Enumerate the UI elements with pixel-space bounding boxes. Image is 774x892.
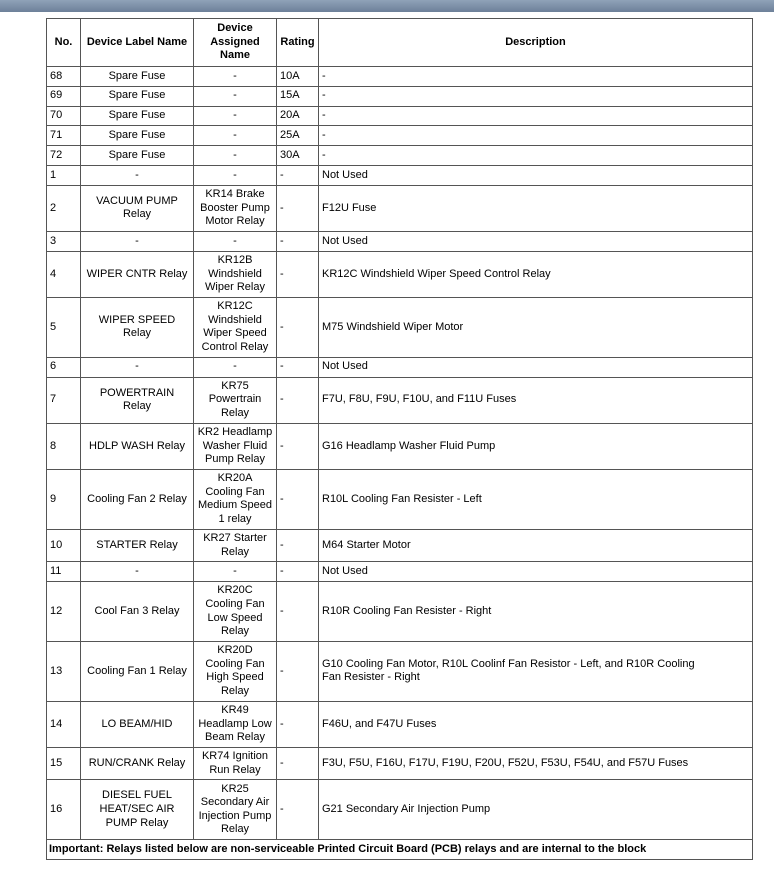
- device-label-name: DIESEL FUEL HEAT/SEC AIR PUMP Relay: [81, 780, 194, 840]
- description: G16 Headlamp Washer Fluid Pump: [319, 423, 753, 469]
- table-body: [47, 67, 753, 840]
- description: M64 Starter Motor: [319, 529, 753, 562]
- device-label-name: WIPER CNTR Relay: [81, 251, 194, 297]
- row-number: 16: [47, 780, 81, 840]
- rating: -: [277, 377, 319, 423]
- rating: -: [277, 423, 319, 469]
- row-number: 8: [47, 423, 81, 469]
- device-label-name: Cooling Fan 1 Relay: [81, 641, 194, 701]
- row-number: 69: [47, 86, 81, 106]
- rating: -: [277, 297, 319, 357]
- row-number: 71: [47, 126, 81, 146]
- rating: -: [277, 251, 319, 297]
- description: -: [319, 106, 753, 126]
- description: F7U, F8U, F9U, F10U, and F11U Fuses: [319, 377, 753, 423]
- device-label-name: -: [81, 562, 194, 582]
- rating: -: [277, 780, 319, 840]
- row-number: 70: [47, 106, 81, 126]
- table-row: [47, 582, 753, 642]
- device-assigned-name: -: [194, 165, 277, 185]
- device-label-name: POWERTRAIN Relay: [81, 377, 194, 423]
- header-no: No.: [47, 19, 81, 67]
- table-row: [47, 67, 753, 87]
- table-row: [47, 357, 753, 377]
- device-label-name: Cool Fan 3 Relay: [81, 582, 194, 642]
- description: -: [319, 126, 753, 146]
- device-label-name: -: [81, 357, 194, 377]
- table-row: [47, 469, 753, 529]
- device-label-name: STARTER Relay: [81, 529, 194, 562]
- description: G21 Secondary Air Injection Pump: [319, 780, 753, 840]
- device-assigned-name: KR20A Cooling Fan Medium Speed 1 relay: [194, 469, 277, 529]
- device-label-name: RUN/CRANK Relay: [81, 747, 194, 780]
- device-label-name: WIPER SPEED Relay: [81, 297, 194, 357]
- row-number: 12: [47, 582, 81, 642]
- device-assigned-name: KR14 Brake Booster Pump Motor Relay: [194, 185, 277, 231]
- table-row: [47, 701, 753, 747]
- device-assigned-name: KR27 Starter Relay: [194, 529, 277, 562]
- device-label-name: Spare Fuse: [81, 126, 194, 146]
- table-row: [47, 165, 753, 185]
- row-number: 10: [47, 529, 81, 562]
- rating: -: [277, 185, 319, 231]
- rating: 10A: [277, 67, 319, 87]
- rating: -: [277, 231, 319, 251]
- description: F3U, F5U, F16U, F17U, F19U, F20U, F52U, F53U, F54U, and F57U Fuses: [319, 747, 753, 780]
- device-label-name: -: [81, 165, 194, 185]
- rating: 25A: [277, 126, 319, 146]
- row-number: 4: [47, 251, 81, 297]
- description: F12U Fuse: [319, 185, 753, 231]
- device-label-name: -: [81, 231, 194, 251]
- device-label-name: Spare Fuse: [81, 67, 194, 87]
- table-row: [47, 185, 753, 231]
- device-assigned-name: KR12C Windshield Wiper Speed Control Relay: [194, 297, 277, 357]
- description: -: [319, 86, 753, 106]
- description: -: [319, 67, 753, 87]
- rating: 30A: [277, 146, 319, 166]
- row-number: 1: [47, 165, 81, 185]
- table-row: [47, 562, 753, 582]
- device-assigned-name: -: [194, 86, 277, 106]
- device-assigned-name: KR49 Headlamp Low Beam Relay: [194, 701, 277, 747]
- row-number: 13: [47, 641, 81, 701]
- device-assigned-name: KR20C Cooling Fan Low Speed Relay: [194, 582, 277, 642]
- rating: -: [277, 701, 319, 747]
- device-assigned-name: -: [194, 106, 277, 126]
- device-assigned-name: KR2 Headlamp Washer Fluid Pump Relay: [194, 423, 277, 469]
- description: KR12C Windshield Wiper Speed Control Relay: [319, 251, 753, 297]
- table-row: [47, 297, 753, 357]
- device-assigned-name: KR25 Secondary Air Injection Pump Relay: [194, 780, 277, 840]
- window-top-bar: [0, 0, 774, 12]
- header-rating: Rating: [277, 19, 319, 67]
- row-number: 14: [47, 701, 81, 747]
- device-label-name: LO BEAM/HID: [81, 701, 194, 747]
- rating: 20A: [277, 106, 319, 126]
- device-label-name: HDLP WASH Relay: [81, 423, 194, 469]
- device-label-name: Spare Fuse: [81, 86, 194, 106]
- description: F46U, and F47U Fuses: [319, 701, 753, 747]
- table-footer-row: [47, 840, 753, 860]
- rating: -: [277, 469, 319, 529]
- rating: -: [277, 529, 319, 562]
- rating: -: [277, 165, 319, 185]
- device-assigned-name: KR75 Powertrain Relay: [194, 377, 277, 423]
- table-row: [47, 106, 753, 126]
- device-label-name: Spare Fuse: [81, 106, 194, 126]
- table-header-row: [47, 19, 753, 67]
- row-number: 11: [47, 562, 81, 582]
- row-number: 2: [47, 185, 81, 231]
- row-number: 7: [47, 377, 81, 423]
- table-row: [47, 747, 753, 780]
- table-row: [47, 86, 753, 106]
- table-row: [47, 641, 753, 701]
- device-assigned-name: -: [194, 67, 277, 87]
- rating: -: [277, 641, 319, 701]
- description: G10 Cooling Fan Motor, R10L Coolinf Fan Resistor - Left, and R10R Cooling Fan Resister - Right: [319, 641, 753, 701]
- description: R10L Cooling Fan Resister - Left: [319, 469, 753, 529]
- device-assigned-name: -: [194, 146, 277, 166]
- table-row: [47, 126, 753, 146]
- device-label-name: Cooling Fan 2 Relay: [81, 469, 194, 529]
- rating: 15A: [277, 86, 319, 106]
- description: Not Used: [319, 357, 753, 377]
- table-row: [47, 780, 753, 840]
- description: Not Used: [319, 231, 753, 251]
- table-row: [47, 146, 753, 166]
- row-number: 3: [47, 231, 81, 251]
- row-number: 72: [47, 146, 81, 166]
- device-assigned-name: KR74 Ignition Run Relay: [194, 747, 277, 780]
- description: M75 Windshield Wiper Motor: [319, 297, 753, 357]
- rating: -: [277, 562, 319, 582]
- device-assigned-name: -: [194, 231, 277, 251]
- device-label-name: Spare Fuse: [81, 146, 194, 166]
- device-assigned-name: KR12B Windshield Wiper Relay: [194, 251, 277, 297]
- device-assigned-name: -: [194, 126, 277, 146]
- device-label-name: VACUUM PUMP Relay: [81, 185, 194, 231]
- row-number: 68: [47, 67, 81, 87]
- device-assigned-name: -: [194, 562, 277, 582]
- table-row: [47, 529, 753, 562]
- fuse-relay-table: [46, 18, 753, 860]
- rating: -: [277, 747, 319, 780]
- device-assigned-name: KR20D Cooling Fan High Speed Relay: [194, 641, 277, 701]
- table-row: [47, 423, 753, 469]
- table-row: [47, 231, 753, 251]
- description: Not Used: [319, 165, 753, 185]
- row-number: 9: [47, 469, 81, 529]
- description: Not Used: [319, 562, 753, 582]
- row-number: 6: [47, 357, 81, 377]
- description: -: [319, 146, 753, 166]
- header-device-assigned-name: Device Assigned Name: [194, 19, 277, 67]
- description: R10R Cooling Fan Resister - Right: [319, 582, 753, 642]
- rating: -: [277, 582, 319, 642]
- table-row: [47, 377, 753, 423]
- header-device-label-name: Device Label Name: [81, 19, 194, 67]
- table-row: [47, 251, 753, 297]
- header-description: Description: [319, 19, 753, 67]
- rating: -: [277, 357, 319, 377]
- important-note: Important: Relays listed below are non-serviceable Printed Circuit Board (PCB) relays and are internal to the block: [47, 840, 753, 860]
- device-assigned-name: -: [194, 357, 277, 377]
- row-number: 5: [47, 297, 81, 357]
- row-number: 15: [47, 747, 81, 780]
